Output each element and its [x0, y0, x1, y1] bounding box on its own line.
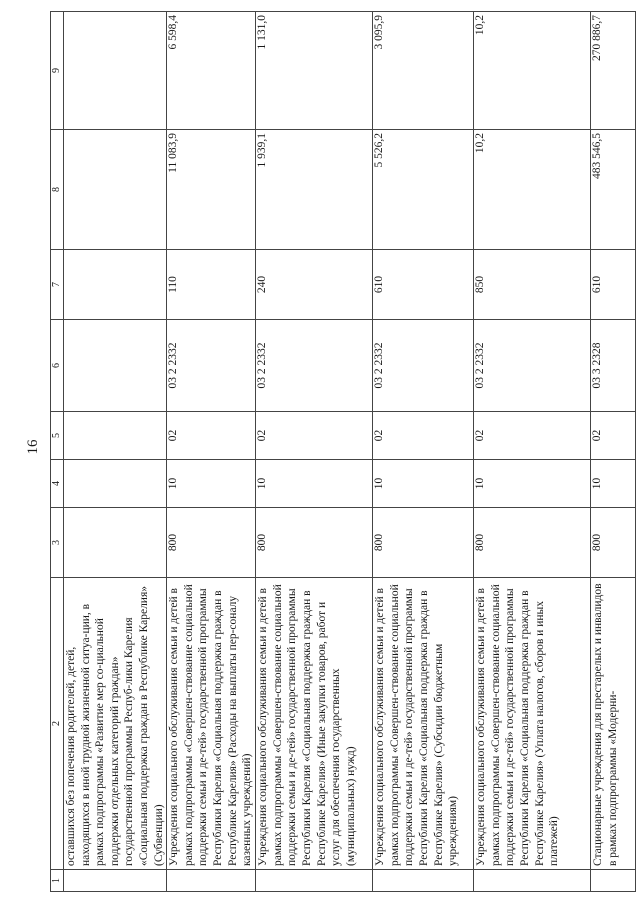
- column-number: 5: [51, 412, 64, 460]
- row-number-cell: [167, 870, 256, 892]
- target-article-cell: 03 2 2332: [256, 320, 373, 412]
- subsection-cell: 02: [591, 412, 636, 460]
- expense-name-cell: оставшихся без попечения родителей, детей, находящихся в иной трудной жизненной ситуа-ции, в рамках подпрограммы «Развитие мер со-циальной поддержки отдельных категорий граждан» государственной программы Респуб-лики Карелия «Социальная поддержка граждан в Республике Карелия» (Субвенции): [64, 578, 167, 870]
- row-number-cell: [64, 870, 167, 892]
- amount-cell: 1 939,1: [256, 130, 373, 250]
- table-row: [256, 12, 373, 892]
- budget-table: [50, 11, 636, 892]
- column-number: 7: [51, 250, 64, 320]
- subsection-cell: 02: [167, 412, 256, 460]
- row-number-cell: [256, 870, 373, 892]
- rotated-table-container: [50, 12, 630, 892]
- grbs-cell: 800: [591, 508, 636, 578]
- column-number: 6: [51, 320, 64, 412]
- grbs-cell: 800: [373, 508, 474, 578]
- row-number-cell: [373, 870, 474, 892]
- amount-cell: 10,2: [474, 12, 591, 130]
- subsection-cell: 02: [474, 412, 591, 460]
- amount-cell: 10,2: [474, 130, 591, 250]
- column-number: 2: [51, 578, 64, 870]
- expense-type-cell: 110: [167, 250, 256, 320]
- column-number: 8: [51, 130, 64, 250]
- table-row: [474, 12, 591, 892]
- column-number-row: [51, 12, 64, 892]
- amount-cell: [64, 130, 167, 250]
- expense-type-cell: [64, 250, 167, 320]
- section-cell: 10: [373, 460, 474, 508]
- grbs-cell: 800: [474, 508, 591, 578]
- amount-cell: 5 526,2: [373, 130, 474, 250]
- column-number: 4: [51, 460, 64, 508]
- expense-type-cell: 240: [256, 250, 373, 320]
- grbs-cell: 800: [256, 508, 373, 578]
- section-cell: 10: [256, 460, 373, 508]
- amount-cell: 270 886,7: [591, 12, 636, 130]
- expense-name-cell: Учреждения социального обслуживания семьи и детей в рамках подпрограммы «Совершен-ствование социальной поддержки семьи и де-тей» государственной программы Республики Карелия «Социальная поддержка граждан в Республике Карелия» (Уплата налогов, сборов и иных платежей): [474, 578, 591, 870]
- amount-cell: [64, 12, 167, 130]
- target-article-cell: 03 2 2332: [474, 320, 591, 412]
- expense-type-cell: 850: [474, 250, 591, 320]
- table-row: [373, 12, 474, 892]
- expense-name-cell: Учреждения социального обслуживания семьи и детей в рамках подпрограммы «Совершен-ствование социальной поддержки семьи и де-тей» государственной программы Республики Карелия «Социальная поддержка граждан в Республике Карелия» (Расходы на выплаты пер-соналу казенных учреждений): [167, 578, 256, 870]
- table-row: [167, 12, 256, 892]
- column-number: 9: [51, 12, 64, 130]
- amount-cell: 6 598,4: [167, 12, 256, 130]
- section-cell: [64, 460, 167, 508]
- expense-name-cell: Стационарные учреждения для престарелых и инвалидов в рамках подпрограммы «Модерни-: [591, 578, 636, 870]
- row-number-cell: [591, 870, 636, 892]
- table-row: [64, 12, 167, 892]
- expense-name-cell: Учреждения социального обслуживания семьи и детей в рамках подпрограммы «Совершен-ствование социальной поддержки семьи и де-тей» государственной программы Республики Карелия «Социальная поддержка граждан в Республике Карелия» (Субсидии бюджетным учреждениям): [373, 578, 474, 870]
- column-number: 1: [51, 870, 64, 892]
- target-article-cell: 03 2 2332: [373, 320, 474, 412]
- subsection-cell: [64, 412, 167, 460]
- amount-cell: 1 131,0: [256, 12, 373, 130]
- expense-type-cell: 610: [373, 250, 474, 320]
- target-article-cell: 03 2 2332: [167, 320, 256, 412]
- amount-cell: 483 546,5: [591, 130, 636, 250]
- row-number-cell: [474, 870, 591, 892]
- grbs-cell: [64, 508, 167, 578]
- target-article-cell: 03 3 2328: [591, 320, 636, 412]
- amount-cell: 11 083,9: [167, 130, 256, 250]
- subsection-cell: 02: [256, 412, 373, 460]
- expense-name-cell: Учреждения социального обслуживания семьи и детей в рамках подпрограммы «Совершен-ствование социальной поддержки семьи и де-тей» государственной программы Республики Карелия «Социальная поддержка граждан в Республике Карелия» (Иные закупки товаров, работ и услуг для обеспечения государственных (муниципальных) нужд): [256, 578, 373, 870]
- page-number: 16: [25, 439, 41, 455]
- expense-type-cell: 610: [591, 250, 636, 320]
- column-number: 3: [51, 508, 64, 578]
- table-row: [591, 12, 636, 892]
- target-article-cell: [64, 320, 167, 412]
- section-cell: 10: [474, 460, 591, 508]
- grbs-cell: 800: [167, 508, 256, 578]
- section-cell: 10: [591, 460, 636, 508]
- section-cell: 10: [167, 460, 256, 508]
- subsection-cell: 02: [373, 412, 474, 460]
- amount-cell: 3 095,9: [373, 12, 474, 130]
